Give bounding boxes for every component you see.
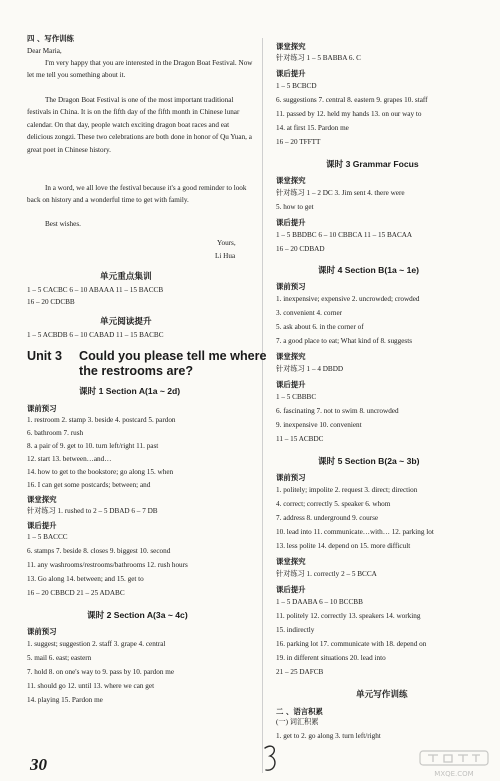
list-item: 12. start 13. between…and… bbox=[27, 455, 112, 463]
list-item: 针对练习 1 – 2 DC 3. Jim sent 4. there were bbox=[276, 189, 405, 197]
list-item: 14. at first 15. Pardon me bbox=[276, 124, 349, 132]
letter-paragraph-3: In a word, we all love the festival because it's a good reminder to look back on history and a wonderful time to get with family. bbox=[27, 184, 247, 205]
letter-closing: Best wishes. bbox=[45, 220, 81, 228]
list-item: 5. ask about 6. in the corner of bbox=[276, 323, 364, 331]
column-divider bbox=[262, 38, 263, 773]
list-item: 针对练习 1 – 4 DBDD bbox=[276, 365, 344, 373]
lesson-4-after-class: 课后提升 bbox=[276, 380, 306, 389]
list-item: 11. should go 12. until 13. where we can get bbox=[27, 682, 155, 690]
list-item: 1. suggest; suggestion 2. staff 3. grape 4. central bbox=[27, 640, 166, 648]
lesson-2-pre-study: 课前预习 bbox=[27, 627, 57, 636]
page-number: 30 bbox=[30, 755, 47, 774]
list-item: 1 – 5 BBDBC 6 – 10 CBBCA 11 – 15 BACAA bbox=[276, 231, 413, 239]
lesson-5-title: 课时 5 Section B(2a ~ 3b) bbox=[318, 456, 420, 466]
class-explore-heading: 课堂探究 bbox=[276, 42, 306, 51]
writing-section-title: 四 、写作训练 bbox=[27, 34, 74, 43]
list-item: 11. passed by 12. held my hands 13. on our way to bbox=[276, 110, 422, 118]
list-item: 5. how to get bbox=[276, 203, 314, 211]
list-item: 9. inexpensive 10. convenient bbox=[276, 421, 362, 429]
lesson-3-title: 课时 3 Grammar Focus bbox=[326, 159, 419, 169]
watermark-text: MXQE.COM bbox=[434, 770, 474, 778]
letter-paragraph-1: I'm very happy that you are interested in the Dragon Boat Festival. Now let me tell you something about it. bbox=[27, 59, 253, 80]
list-item: 15. indirectly bbox=[276, 626, 315, 634]
reading-title: 单元阅读提升 bbox=[100, 317, 152, 327]
watermark-logo-icon bbox=[414, 749, 494, 779]
lesson-3-class-explore: 课堂探究 bbox=[276, 176, 306, 185]
unit-title-line-1: Could you please tell me where bbox=[79, 349, 267, 363]
list-item: 1. politely; impolite 2. request 3. direct; direction bbox=[276, 486, 418, 494]
writing-training-title: 单元写作训练 bbox=[356, 690, 408, 700]
list-item: 13. less polite 14. depend on 15. more difficult bbox=[276, 542, 411, 550]
list-item: 11. any washrooms/restrooms/bathrooms 12. rush hours bbox=[27, 561, 188, 569]
list-item: 针对练习 1. correctly 2 – 5 BCCA bbox=[276, 570, 377, 578]
language-accumulation-heading: 二 、语言积累 bbox=[276, 707, 323, 716]
lesson-1-after-class: 课后提升 bbox=[27, 521, 57, 530]
list-item: 21 – 25 DAFCB bbox=[276, 668, 324, 676]
lesson-2-title: 课时 2 Section A(3a ~ 4c) bbox=[87, 610, 188, 620]
list-item: 6. fascinating 7. not to swim 8. uncrowded bbox=[276, 407, 399, 415]
list-item: 7. a good place to eat; What kind of 8. suggests bbox=[276, 337, 413, 345]
list-item: 10. lead into 11. communicate…with… 12. parking lot bbox=[276, 528, 434, 536]
list-item: 5. mail 6. east; eastern bbox=[27, 654, 92, 662]
list-item: 1 – 5 BCBCD bbox=[276, 82, 317, 90]
key-test-line-2: 16 – 20 CDCBB bbox=[27, 298, 75, 306]
reading-line-1: 1 – 5 ACBDB 6 – 10 CABAD 11 – 15 BACBC bbox=[27, 331, 164, 339]
list-item: 11. politely 12. correctly 13. speakers 14. working bbox=[276, 612, 421, 620]
list-item: 1 – 5 BACCC bbox=[27, 533, 68, 541]
list-item: 8. a pair of 9. get to 10. turn left/right 11. past bbox=[27, 442, 159, 450]
lesson-5-pre-study: 课前预习 bbox=[276, 473, 306, 482]
lesson-4-class-explore: 课堂探究 bbox=[276, 352, 306, 361]
letter-sign-name: Li Hua bbox=[215, 252, 236, 260]
letter-sign-yours: Yours, bbox=[217, 239, 236, 247]
list-item: 4. correct; correctly 5. speaker 6. whom bbox=[276, 500, 391, 508]
list-item: 针对练习 1. rushed to 2 – 5 DBAD 6 – 7 DB bbox=[27, 507, 158, 515]
list-item: 6. stamps 7. beside 8. closes 9. biggest 10. second bbox=[27, 547, 171, 555]
list-item: 6. suggestions 7. central 8. eastern 9. grapes 10. staff bbox=[276, 96, 428, 104]
list-item: 1. get to 2. go along 3. turn left/right bbox=[276, 732, 381, 740]
list-item: 7. address 8. underground 9. course bbox=[276, 514, 379, 522]
letter-paragraph-2: The Dragon Boat Festival is one of the most important traditional festivals in China. It is on the fifth day of the fifth month in Chinese lunar calendar. On that day, people watch exciting dragon boat races and eat delicious zongzi. These two celebrations are both done in honor of Qu Yuan, a great poet in Chinese history. bbox=[27, 96, 252, 154]
after-class-heading: 课后提升 bbox=[276, 69, 306, 78]
list-item: 1 – 5 DAABA 6 – 10 BCCBB bbox=[276, 598, 363, 606]
key-test-line-1: 1 – 5 CACBC 6 – 10 ABAAA 11 – 15 BACCB bbox=[27, 286, 164, 294]
list-item: 16. parking lot 17. communicate with 18. depend on bbox=[276, 640, 427, 648]
lesson-4-pre-study: 课前预习 bbox=[276, 282, 306, 291]
list-item: 1. inexpensive; expensive 2. uncrowded; crowded bbox=[276, 295, 420, 303]
list-item: 11 – 15 ACBDC bbox=[276, 435, 324, 443]
vocab-accumulation-heading: (一) 词汇积累 bbox=[276, 718, 319, 726]
list-item: 7. hold 8. on one's way to 9. pass by 10. pardon me bbox=[27, 668, 175, 676]
list-item: 16 – 20 TFFTT bbox=[276, 138, 321, 146]
lesson-5-after-class: 课后提升 bbox=[276, 585, 306, 594]
lesson-5-class-explore: 课堂探究 bbox=[276, 557, 306, 566]
lesson-4-title: 课时 4 Section B(1a ~ 1e) bbox=[318, 265, 420, 275]
list-item: 1 – 5 CBBBC bbox=[276, 393, 317, 401]
list-item: 16. I can get some postcards; between; and bbox=[27, 481, 151, 489]
key-test-title: 单元重点集训 bbox=[100, 272, 152, 282]
list-item: 13. Go along 14. between; and 15. get to bbox=[27, 575, 144, 583]
list-item: 16 – 20 CDBAD bbox=[276, 245, 325, 253]
unit-title-line-2: the restrooms are? bbox=[79, 364, 194, 378]
list-item: 6. bathroom 7. rush bbox=[27, 429, 84, 437]
unit-label: Unit 3 bbox=[27, 349, 62, 363]
list-item: 19. in different situations 20. lead into bbox=[276, 654, 386, 662]
handwritten-scribble-icon bbox=[262, 742, 280, 776]
list-item: 针对练习 1 – 5 BABBA 6. C bbox=[276, 54, 361, 62]
list-item: 16 – 20 CBBCD 21 – 25 ADABC bbox=[27, 589, 125, 597]
lesson-1-class-explore: 课堂探究 bbox=[27, 495, 57, 504]
list-item: 1. restroom 2. stamp 3. beside 4. postcard 5. pardon bbox=[27, 416, 176, 424]
list-item: 14. playing 15. Pardon me bbox=[27, 696, 103, 704]
list-item: 3. convenient 4. corner bbox=[276, 309, 343, 317]
lesson-1-title: 课时 1 Section A(1a ~ 2d) bbox=[79, 386, 181, 396]
lesson-1-pre-study: 课前预习 bbox=[27, 404, 57, 413]
list-item: 14. how to get to the bookstore; go along 15. when bbox=[27, 468, 174, 476]
letter-greeting: Dear Maria, bbox=[27, 47, 62, 55]
lesson-3-after-class: 课后提升 bbox=[276, 218, 306, 227]
